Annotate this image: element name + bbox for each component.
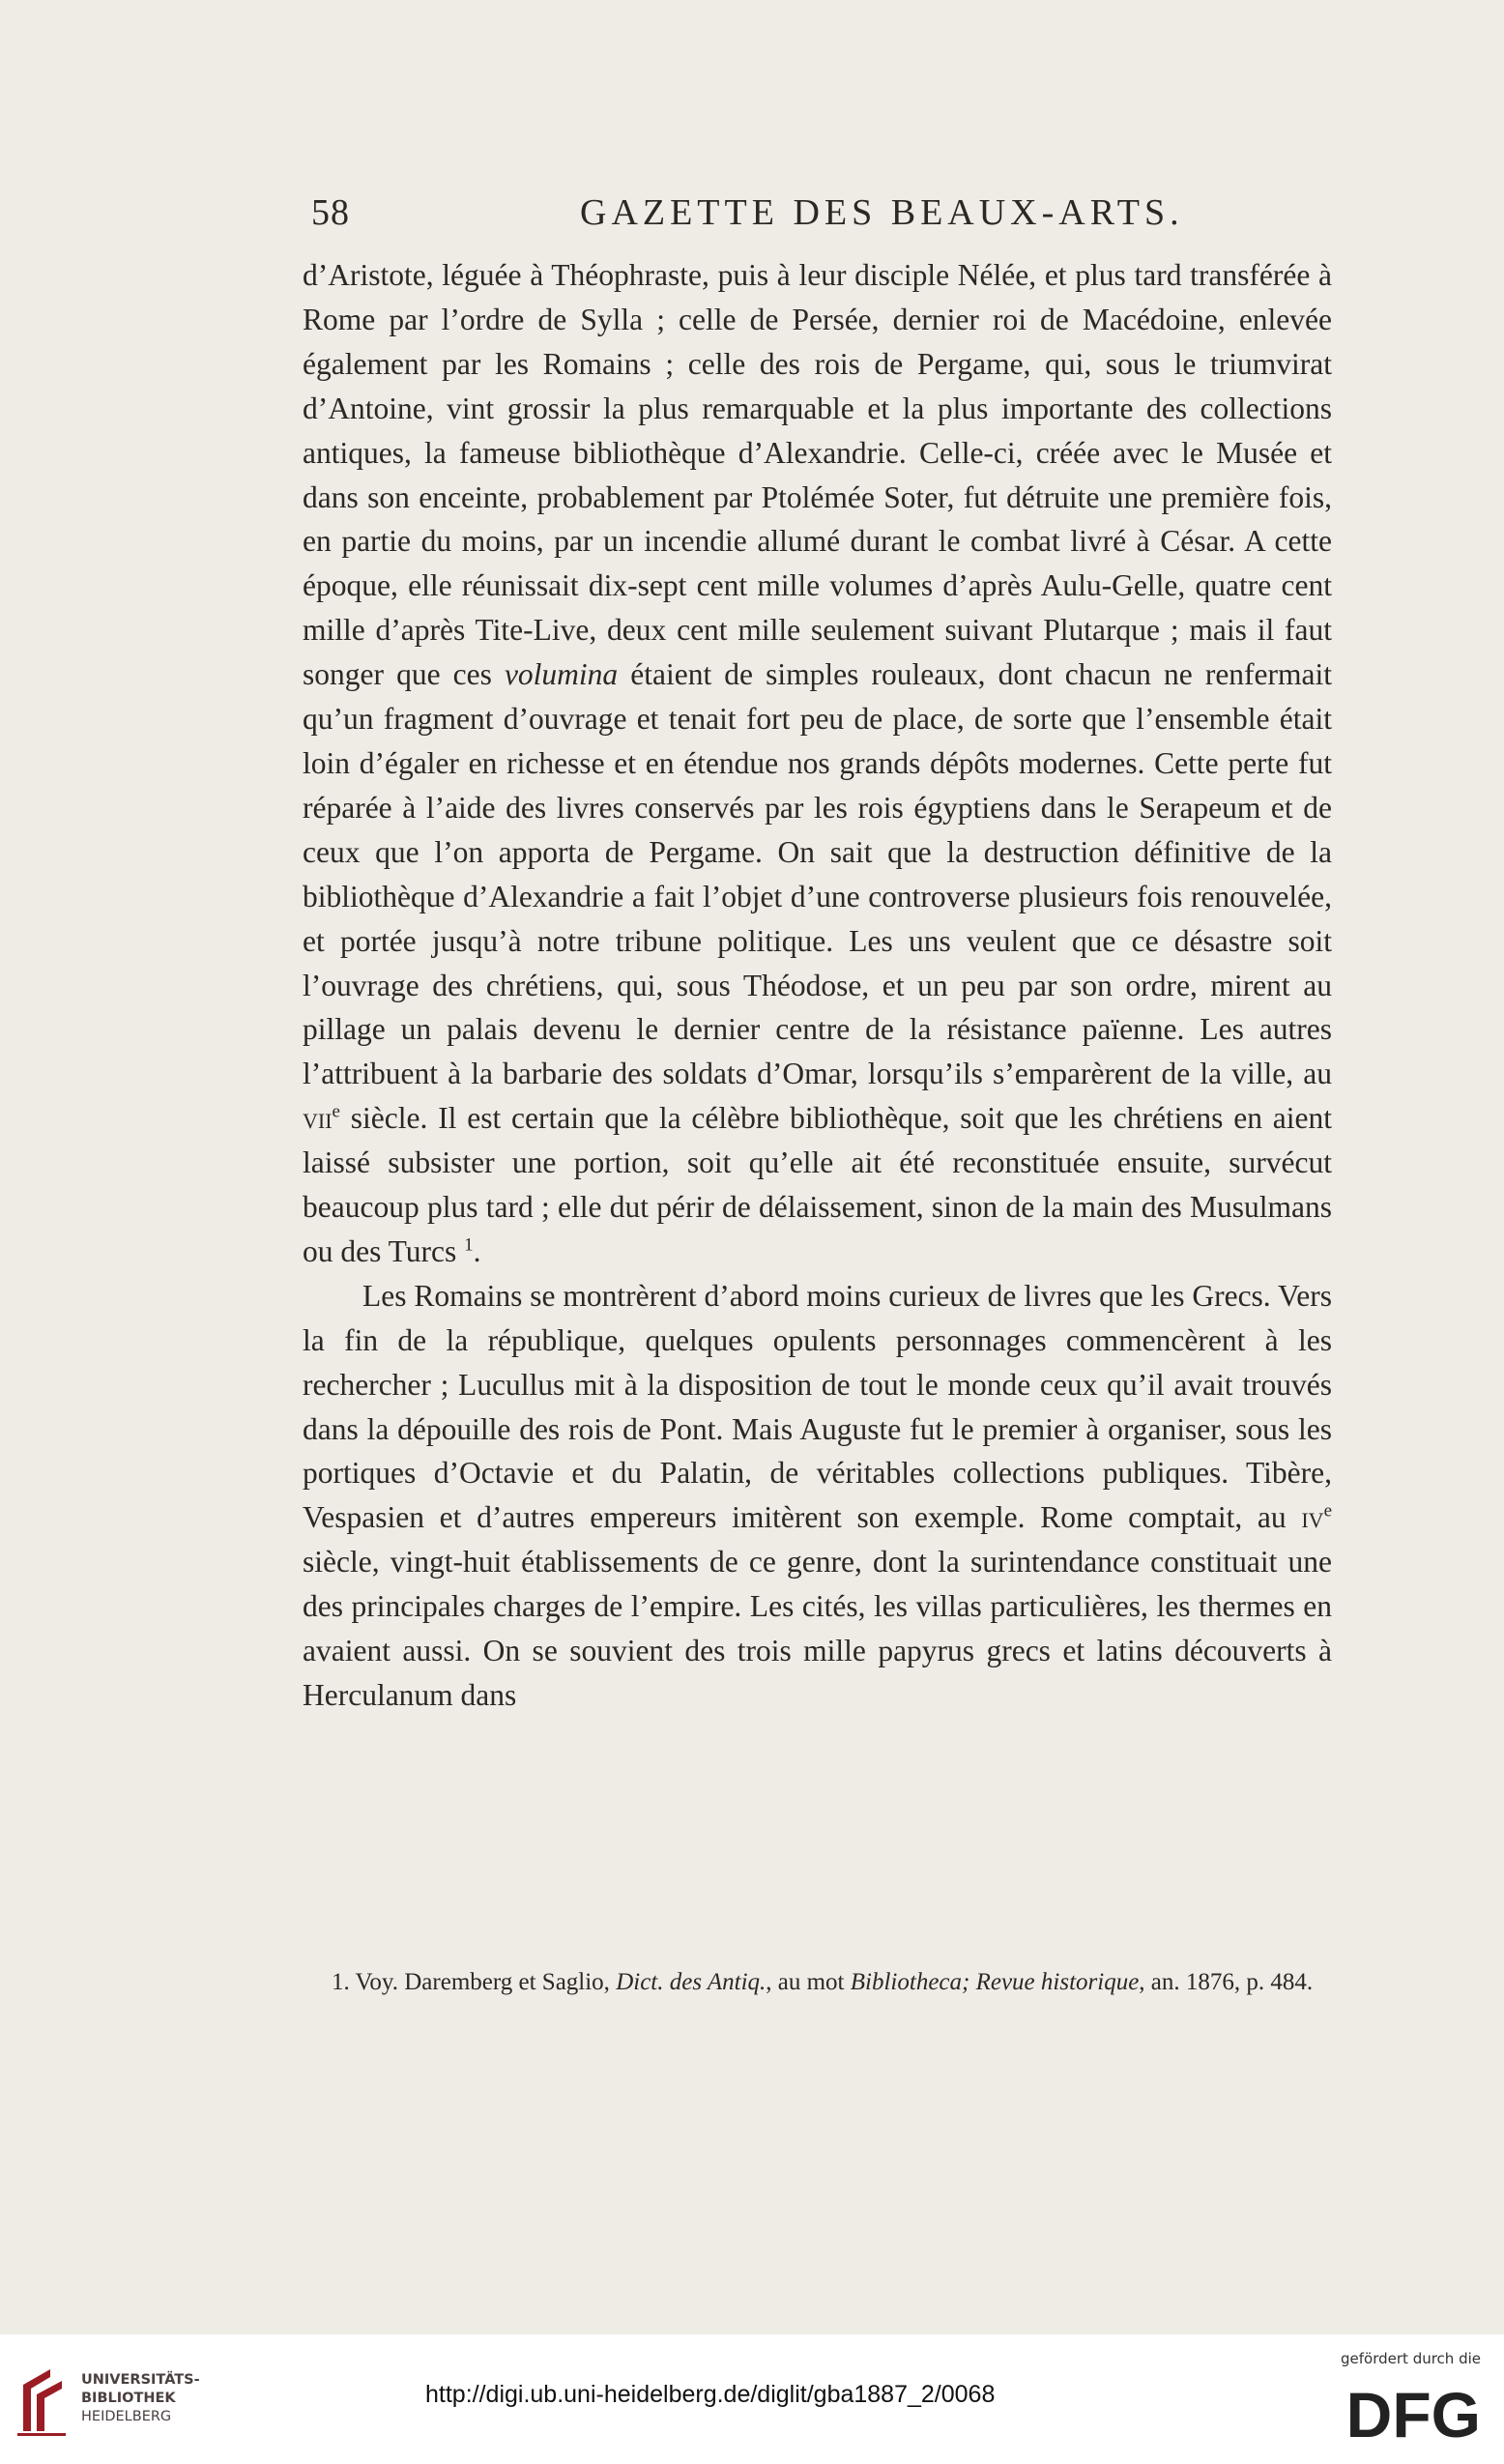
page-number: 58 [311, 192, 350, 233]
footnote-title-1: Dict. des Antiq. [616, 1969, 766, 1995]
paragraph-1-text-a: d’Aristote, léguée à Théophraste, puis à leur disciple Nélée, et plus tard transférée à Rome par l’ordre de Sylla ; celle de Persée, dernier roi de Macédoine, enlevée également par les Romains ; celle des rois de Pergame, qui, sous le triumvirat d’Antoine, vint grossir la plus remarquable et la plus importante des collections antiques, la fameuse bibliothèque d’Alexandrie. Celle-ci, créée avec le Musée et dans son enceinte, probablement par Ptolémée Soter, fut détruite une première fois, en partie du moins, par un incendie allumé durant le combat livré à César. A cette époque, elle réunissait dix-sept cent mille volumes d’après Aulu-Gelle, quatre cent mille d’après Tite-Live, deux cent mille seulement suivant Plutarque ; mais il faut songer que ces [303, 258, 1332, 692]
footnote-text-a: 1. Voy. Daremberg et Saglio, [332, 1969, 617, 1995]
journal-title: GAZETTE DES BEAUX-ARTS. [580, 192, 1184, 233]
paragraph-2-text-b: siècle, vingt-huit établissements de ce genre, dont la surintendance constituait une des principales charges de l’empire. Les cités, les villas particulières, les thermes en avaient aussi. On se souvient des trois mille papyrus grecs et latins découverts à Herculanum dans [303, 1545, 1332, 1712]
footnote-title-2: Bibliotheca; Revue historique [850, 1969, 1140, 1995]
paragraph-1 [303, 253, 1332, 1274]
funded-by-label: gefördert durch die [1341, 2350, 1481, 2367]
library-name-line-1: UNIVERSITÄTS- [81, 2372, 200, 2388]
footnote-text-b: , au mot [766, 1969, 851, 1995]
permalink-url[interactable]: http://digi.ub.uni-heidelberg.de/diglit/gba1887_2/0068 [425, 2381, 996, 2408]
century-superscript: e [332, 1101, 340, 1122]
footnote-text-c: , an. 1876, p. 484. [1139, 1969, 1314, 1995]
footnote-reference[interactable]: 1 [464, 1234, 474, 1256]
library-name [81, 2371, 200, 2426]
century-numeral-2: iv [1301, 1500, 1324, 1535]
paragraph-1-end: . [473, 1233, 481, 1268]
footnote [303, 1964, 1332, 2000]
library-name-line-3: HEIDELBERG [81, 2409, 172, 2424]
viewer-footer [0, 2334, 1504, 2464]
paragraph-2-text-a: Les Romains se montrèrent d’abord moins curieux de livres que les Grecs. Vers la fin de la république, quelques opulents personnages commencèrent à les rechercher ; Lucullus mit à la disposition de tout le monde ceux qu’il avait trouvés dans la dépouille des rois de Pont. Mais Auguste fut le premier à organiser, sous les portiques d’Octavie et du Palatin, de véritables collections publiques. Tibère, Vespasien et d’autres empereurs imitèrent son exemple. Rome comptait, au [303, 1278, 1332, 1535]
body-text [303, 253, 1332, 1718]
running-head [0, 191, 1504, 240]
paragraph-1-text-c: siècle. Il est certain que la célèbre bibliothèque, soit que les chrétiens en aient laissé subsister une portion, soit qu’elle ait été reconstituée ensuite, survécut beaucoup plus tard ; elle dut périr de délaissement, sinon de la main des Musulmans ou des Turcs [303, 1101, 1332, 1268]
paragraph-1-text-b: étaient de simples rouleaux, dont chacun ne renfermait qu’un fragment d’ouvrage et tenait fort peu de place, de sorte que l’ensemble était loin d’égaler en richesse et en étendue nos grands dépôts modernes. Cette perte fut réparée à l’aide des livres conservés par les rois égyptiens dans le Serapeum et de ceux que l’on apporta de Pergame. On sait que la destruction définitive de la bibliothèque d’Alexandrie a fait l’objet d’une controverse plusieurs fois renouvelée, et portée jusqu’à notre tribune politique. Les uns veulent que ce désastre soit l’ouvrage des chrétiens, qui, sous Théodose, et un peu par son ordre, mirent au pillage un palais devenu le dernier centre de la résistance païenne. Les autres l’attribuent à la barbarie des soldats d’Omar, lorsqu’ils s’emparèrent de la ville, au [303, 657, 1332, 1091]
dfg-logo-icon[interactable] [1336, 2377, 1481, 2447]
library-name-line-2: BIBLIOTHEK [81, 2391, 176, 2406]
century-numeral: vii [303, 1101, 333, 1136]
century-superscript-2: e [1323, 1500, 1332, 1522]
university-library-logo-icon[interactable] [14, 2363, 70, 2437]
paragraph-2 [303, 1274, 1332, 1718]
italic-term: volumina [504, 657, 619, 692]
dfg-logo-text: DFG [1345, 2379, 1481, 2447]
